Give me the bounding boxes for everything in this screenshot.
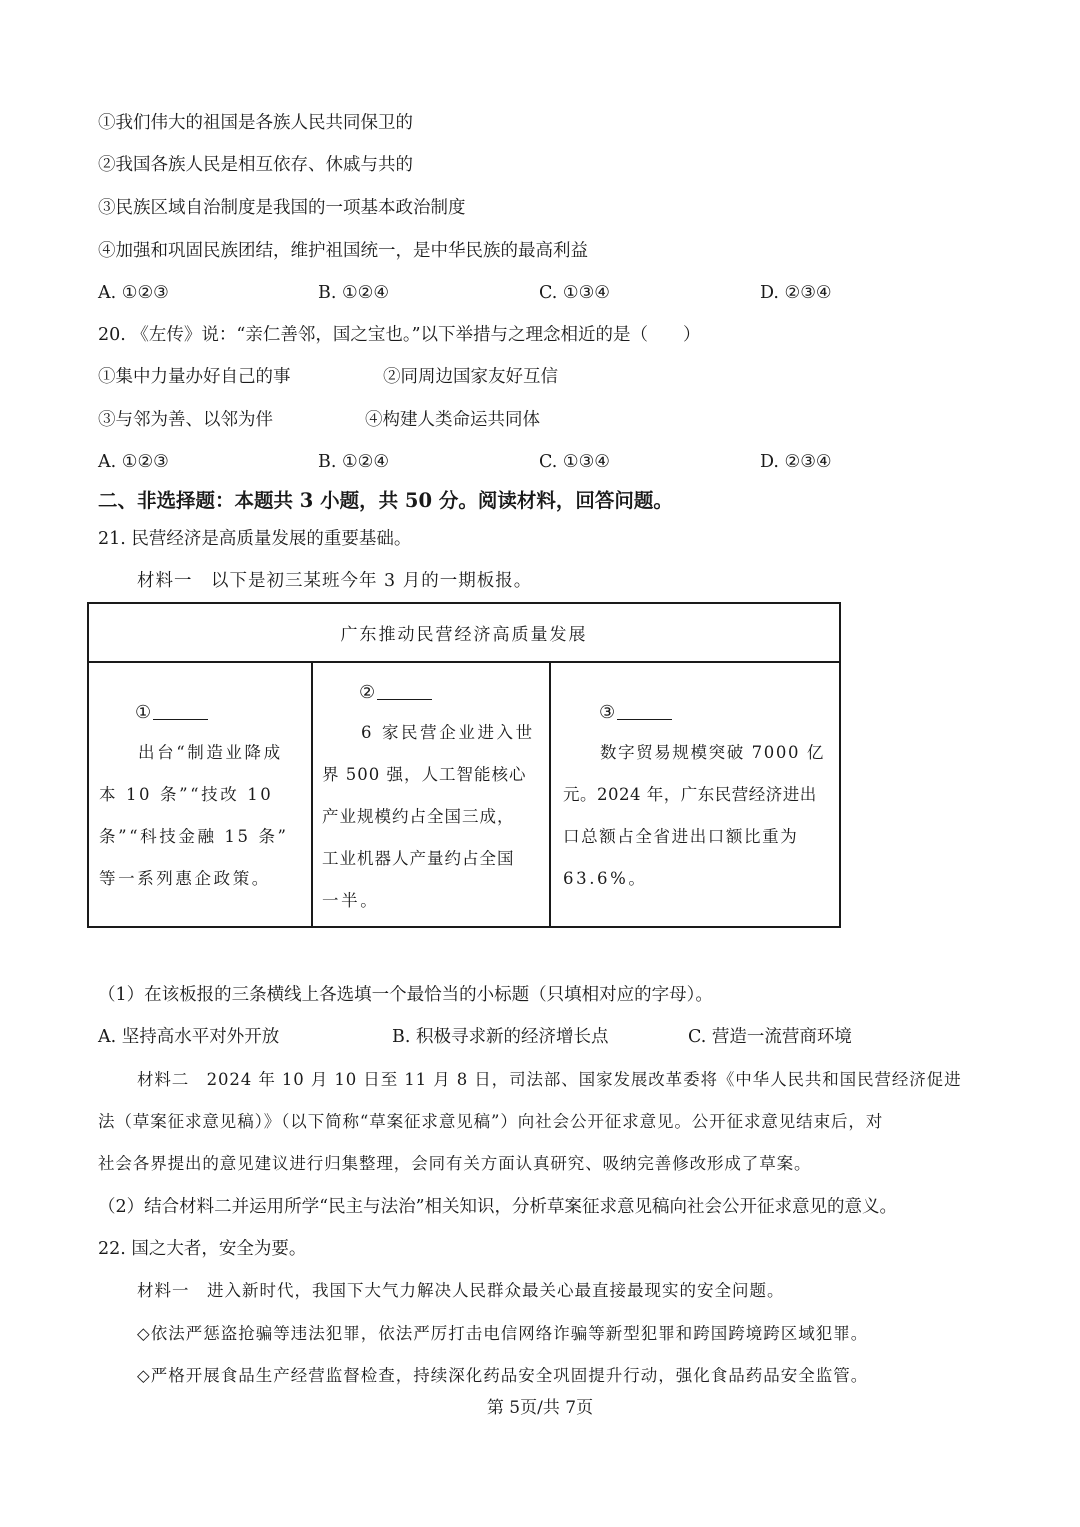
q20-option-d: D. ②③④ [760,452,832,472]
q20-statement-4: ④构建人类命运共同体 [365,410,540,430]
board-column-3 [551,661,839,926]
board-blank-2: ② [359,681,432,703]
board-blank-3: ③ [599,701,672,723]
q21-stem: 21. 民营经济是高质量发展的重要基础。 [98,529,412,549]
blank-line[interactable] [377,681,432,700]
q20-option-a: A. ①②③ [98,452,169,472]
board-col3-line: 口总额占全省进出口额比重为 [563,827,799,846]
blackboard-table [87,602,841,928]
q22-bullet-2: ◇严格开展食品生产经营监督检查，持续深化药品安全巩固提升行动，强化食品药品安全监管。 [137,1366,869,1385]
board-column-1 [89,661,313,926]
q19-statement-4: ④加强和巩固民族团结，维护祖国统一，是中华民族的最高利益 [98,241,588,261]
blank-line[interactable] [617,701,672,720]
q20-statement-1: ①集中力量办好自己的事 [98,367,291,387]
board-col1-line: 本 10 条”“技改 10 [99,785,274,804]
q20-statement-2: ②同周边国家友好互信 [383,367,558,387]
q21-material2-line2: 法（草案征求意见稿）》（以下简称“草案征求意见稿”）向社会公开征求意见。公开征求意见结束后，对 [98,1112,884,1131]
page-footer: 第 5页/共 7页 [486,1398,594,1418]
q22-bullet-1: ◇依法严惩盗抢骗等违法犯罪，依法严厉打击电信网络诈骗等新型犯罪和跨国跨境跨区域犯罪。 [137,1324,869,1343]
board-col2-line: 一半。 [322,891,380,910]
q21-sub1: （1）在该板报的三条横线上各选填一个最恰当的小标题（只填相对应的字母）。 [98,985,713,1005]
q21-sub1-option-c: C. 营造一流营商环境 [688,1027,852,1047]
q22-material1: 材料一 进入新时代，我国下大气力解决人民群众最关心最直接最现实的安全问题。 [137,1281,785,1300]
q19-option-d: D. ②③④ [760,283,832,303]
board-blank-1: ① [135,701,208,723]
board-col2-line: 工业机器人产量约占全国 [322,849,515,868]
q19-statement-2: ②我国各族人民是相互依存、休戚与共的 [98,155,413,175]
q22-stem: 22. 国之大者，安全为要。 [98,1239,307,1259]
q21-material2-line1: 材料二 2024 年 10 月 10 日至 11 月 8 日，司法部、国家发展改革委将《中华人民共和国民营经济促进 [137,1070,962,1089]
q21-sub1-option-b: B. 积极寻求新的经济增长点 [392,1027,609,1047]
q21-sub1-option-a: A. 坚持高水平对外开放 [98,1027,280,1047]
board-col1-line: 等一系列惠企政策。 [99,869,271,888]
q20-statement-3: ③与邻为善、以邻为伴 [98,410,273,430]
q19-option-a: A. ①②③ [98,283,169,303]
board-title: 广东推动民营经济高质量发展 [89,604,839,663]
q19-statement-1: ①我们伟大的祖国是各族人民共同保卫的 [98,113,413,133]
q19-statement-3: ③民族区域自治制度是我国的一项基本政治制度 [98,198,466,218]
board-col2-line: 界 500 强，人工智能核心 [322,765,527,784]
board-col3-line: 63.6%。 [563,869,648,888]
board-col1-line: 条”“科技金融 15 条” [99,827,289,846]
board-col1-line: 出台“制造业降成 [138,743,283,762]
blank-line[interactable] [153,701,208,720]
board-col3-line: 数字贸易规模突破 7000 亿 [600,743,825,762]
board-col2-line: 6 家民营企业进入世 [361,723,535,742]
q20-stem: 20. 《左传》说：“亲仁善邻，国之宝也。”以下举措与之理念相近的是（ ） [98,325,701,345]
q20-option-b: B. ①②④ [318,452,390,472]
q19-option-c: C. ①③④ [539,283,610,303]
board-column-2 [313,661,551,926]
q21-material2-line3: 社会各界提出的意见建议进行归集整理，会同有关方面认真研究、吸纳完善修改形成了草案。 [98,1154,812,1173]
q20-option-c: C. ①③④ [539,452,610,472]
section-heading: 二、非选择题：本题共 3 小题，共 50 分。阅读材料，回答问题。 [98,489,673,512]
board-col2-line: 产业规模约占全国三成， [322,807,515,826]
q21-material1-intro: 材料一 以下是初三某班今年 3 月的一期板报。 [137,571,533,591]
board-col3-line: 元。2024 年，广东民营经济进出 [563,785,817,804]
q19-option-b: B. ①②④ [318,283,390,303]
q21-sub2: （2）结合材料二并运用所学“民主与法治”相关知识，分析草案征求意见稿向社会公开征求意见的意义。 [98,1197,898,1217]
